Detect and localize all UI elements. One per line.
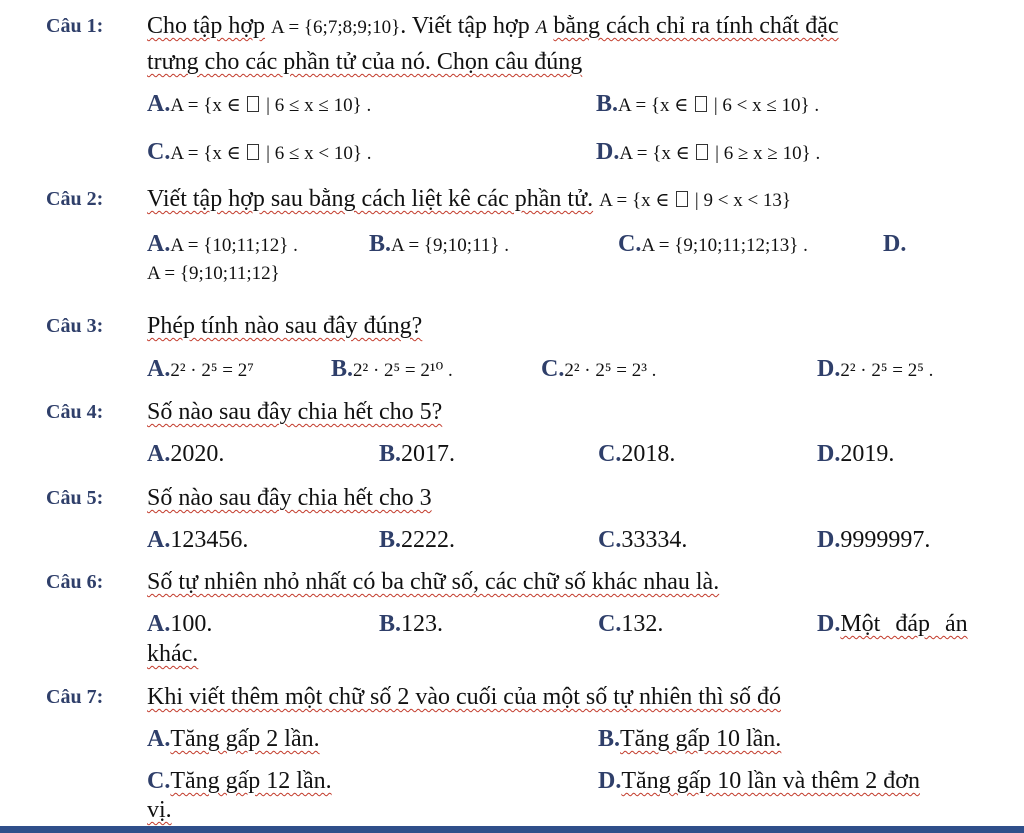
question-2-option-d-letter[interactable]: D. (883, 231, 907, 257)
question-7-label: Câu 7: (46, 686, 104, 708)
question-5-text: Số nào sau đây chia hết cho 3 (147, 485, 432, 511)
question-1-label: Câu 1: (46, 15, 104, 37)
bottom-divider-bar (0, 826, 1024, 833)
question-1-option-a[interactable]: A.A = {x ∈ | 6 ≤ x ≤ 10} . (147, 91, 372, 117)
question-3-option-a[interactable]: A.2² · 2⁵ = 2⁷ (147, 356, 254, 382)
question-3-option-b[interactable]: B.2² · 2⁵ = 2¹⁰ . (331, 356, 453, 382)
question-2-option-b[interactable]: B.A = {9;10;11} . (369, 231, 509, 257)
question-3-option-d[interactable]: D.2² · 2⁵ = 2⁵ . (817, 356, 934, 382)
question-4-option-b[interactable]: B.2017. (379, 441, 456, 467)
question-6-label: Câu 6: (46, 571, 104, 593)
question-4-option-a[interactable]: A.2020. (147, 441, 225, 467)
question-6-option-d[interactable]: D.Một đáp án (817, 611, 968, 637)
question-6-text: Số tự nhiên nhỏ nhất có ba chữ số, các chữ số khác nhau là. (147, 569, 720, 595)
question-4-option-c[interactable]: C.2018. (598, 441, 676, 467)
question-7-option-d[interactable]: D.Tăng gấp 10 lần và thêm 2 đơn (598, 768, 920, 794)
question-5-option-c[interactable]: C.33334. (598, 527, 688, 553)
question-1-option-c[interactable]: C.A = {x ∈ | 6 ≤ x < 10} . (147, 139, 372, 165)
question-6-option-d-cont: khác. (147, 641, 199, 667)
question-6-option-c[interactable]: C.132. (598, 611, 664, 637)
question-2-label: Câu 2: (46, 188, 104, 210)
question-7-option-b[interactable]: B.Tăng gấp 10 lần. (598, 726, 782, 752)
question-3-option-c[interactable]: C.2² · 2⁵ = 2³ . (541, 356, 657, 382)
question-5-label: Câu 5: (46, 487, 104, 509)
question-1-option-d[interactable]: D.A = {x ∈ | 6 ≥ x ≥ 10} . (596, 139, 821, 165)
question-6-option-a[interactable]: A.100. (147, 611, 213, 637)
question-4-text: Số nào sau đây chia hết cho 5? (147, 399, 443, 425)
question-4-label: Câu 4: (46, 401, 104, 423)
question-2-option-d[interactable]: A = {9;10;11;12} (147, 263, 280, 284)
question-4-option-d[interactable]: D.2019. (817, 441, 895, 467)
question-7-option-a[interactable]: A.Tăng gấp 2 lần. (147, 726, 320, 752)
question-7-option-c[interactable]: C.Tăng gấp 12 lần. (147, 768, 332, 794)
question-5-option-d[interactable]: D.9999997. (817, 527, 931, 553)
question-7-text: Khi viết thêm một chữ số 2 vào cuối của một số tự nhiên thì số đó (147, 684, 781, 710)
question-5-option-a[interactable]: A.123456. (147, 527, 249, 553)
question-2-option-a[interactable]: A.A = {10;11;12} . (147, 231, 298, 257)
question-1-option-b[interactable]: B.A = {x ∈ | 6 < x ≤ 10} . (596, 91, 820, 117)
question-1-text: Cho tập hợp A = {6;7;8;9;10}. Viết tập hợp A bằng cách chỉ ra tính chất đặc (147, 13, 839, 39)
question-2-option-c[interactable]: C.A = {9;10;11;12;13} . (618, 231, 808, 257)
question-7-option-d-cont: vị. (147, 797, 172, 823)
question-3-label: Câu 3: (46, 315, 104, 337)
question-6-option-b[interactable]: B.123. (379, 611, 444, 637)
question-3-text: Phép tính nào sau đây đúng? (147, 313, 423, 339)
question-1-text-line2: trưng cho các phần tử của nó. Chọn câu đúng (147, 49, 583, 75)
question-2-text: Viết tập hợp sau bằng cách liệt kê các phần tử. A = {x ∈ | 9 < x < 13} (147, 186, 792, 212)
question-5-option-b[interactable]: B.2222. (379, 527, 456, 553)
